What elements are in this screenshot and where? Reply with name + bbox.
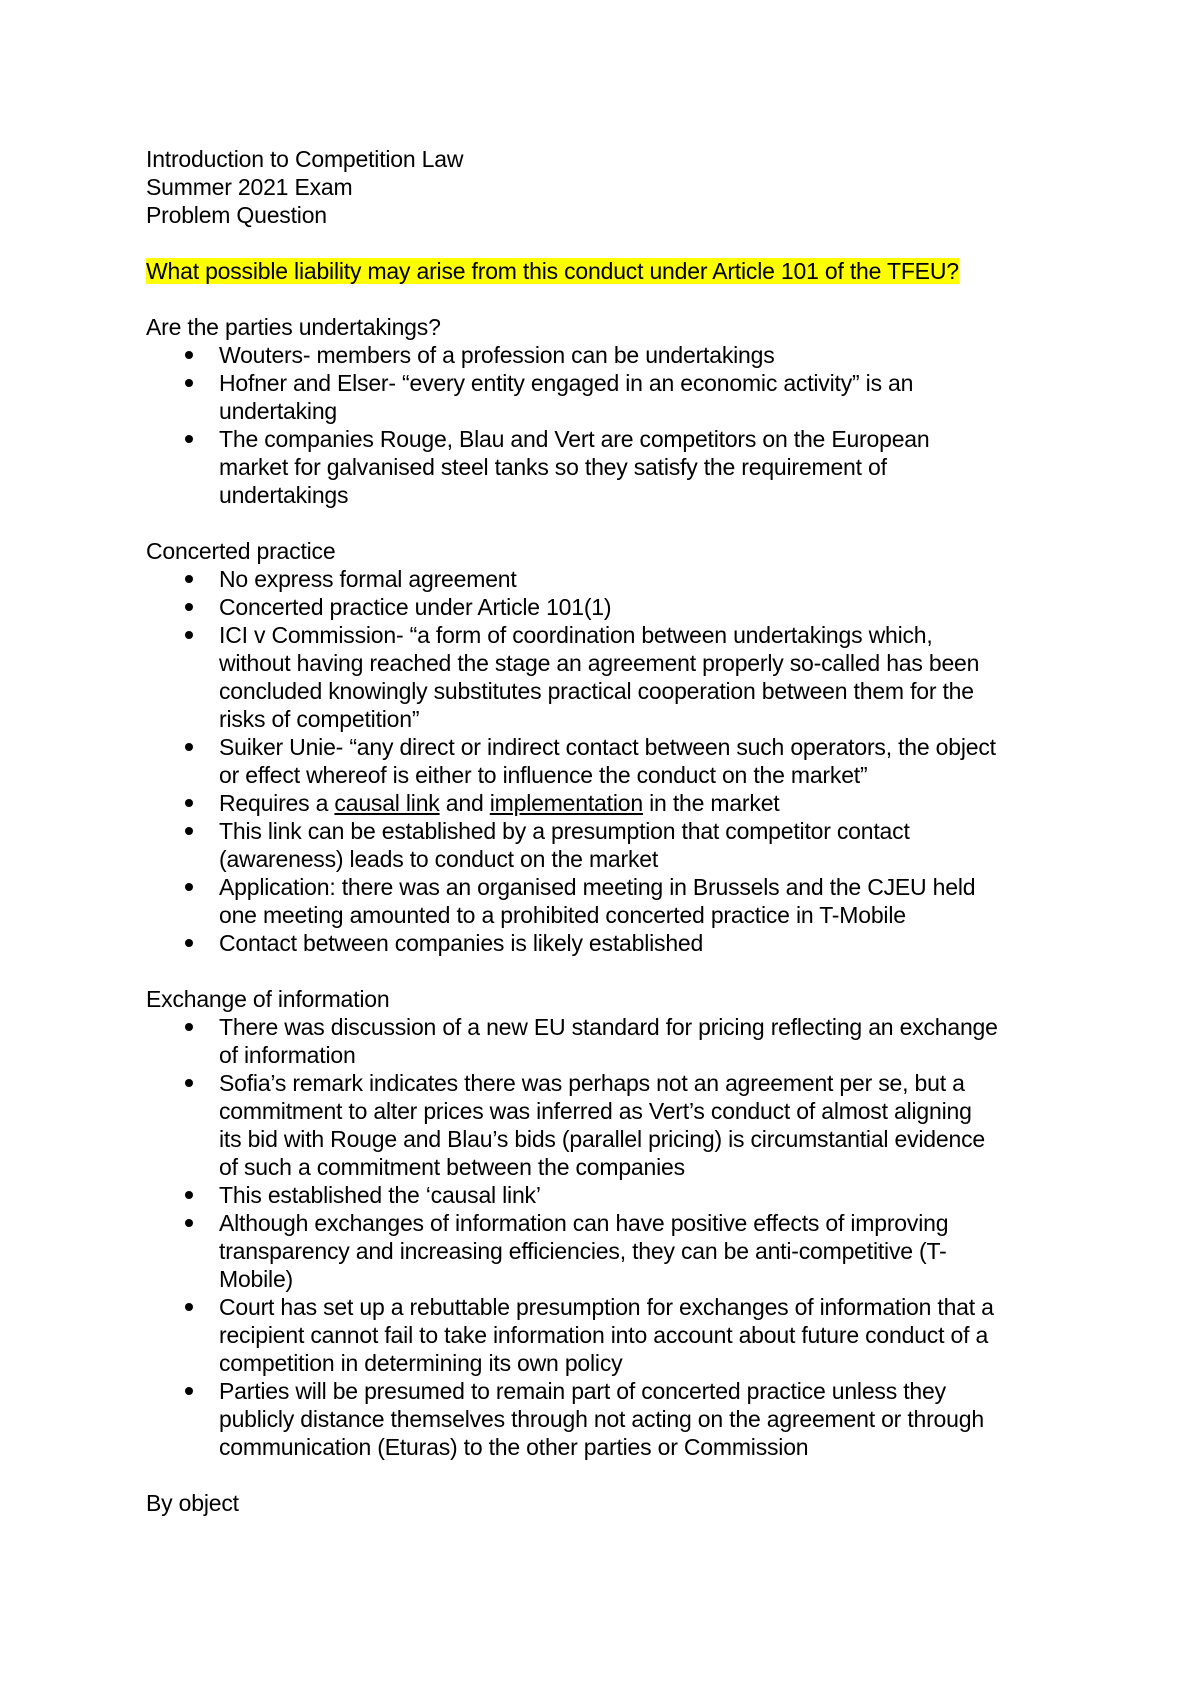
bullet-icon [185, 379, 193, 387]
bullet-icon [185, 631, 193, 639]
list-item: Parties will be presumed to remain part of concerted practice unless they publicly distance themselves through not acting on the agreement or through communication (Eturas) to the other parties or Commission [146, 1377, 1086, 1461]
bullet-icon [185, 939, 193, 947]
question-type: Problem Question [146, 202, 327, 228]
bullet-icon [185, 1303, 193, 1311]
list-item: This link can be established by a presumption that competitor contact (awareness) leads to conduct on the market [146, 817, 1086, 873]
course-title: Introduction to Competition Law [146, 146, 464, 172]
list-item: Application: there was an organised meeting in Brussels and the CJEU held one meeting amounted to a prohibited concerted practice in T-Mobile [146, 873, 1086, 929]
bullet-list [146, 565, 1086, 957]
bullet-icon [185, 827, 193, 835]
bullet-icon [185, 1191, 193, 1199]
question-line [146, 257, 1086, 285]
bullet-icon [185, 435, 193, 443]
list-item: Contact between companies is likely established [146, 929, 1086, 957]
bullet-icon [185, 1079, 193, 1087]
section-heading: Exchange of information [146, 986, 390, 1012]
bullet-icon [185, 351, 193, 359]
list-item: This established the ‘causal link’ [146, 1181, 1086, 1209]
bullet-icon [185, 1023, 193, 1031]
bullet-icon [185, 743, 193, 751]
list-item: Concerted practice under Article 101(1) [146, 593, 1086, 621]
list-item: The companies Rouge, Blau and Vert are competitors on the European market for galvanised steel tanks so they satisfy the requirement of undertakings [146, 425, 1086, 509]
list-item: ICI v Commission- “a form of coordination between undertakings which, without having reached the stage an agreement properly so-called has been concluded knowingly substitutes practical cooperation between them for the risks of competition” [146, 621, 1086, 733]
bullet-list [146, 1013, 1086, 1461]
section-heading: By object [146, 1490, 239, 1516]
list-item: There was discussion of a new EU standard for pricing reflecting an exchange of information [146, 1013, 1086, 1069]
blank-line [146, 1461, 1086, 1489]
blank-line [146, 285, 1086, 313]
mixed-line: Requires a causal link and implementation in the market [219, 790, 780, 816]
blank-line [146, 509, 1086, 537]
underlined-term: implementation [489, 790, 643, 816]
bullet-icon [185, 575, 193, 583]
list-item: Suiker Unie- “any direct or indirect contact between such operators, the object or effect whereof is either to influence the conduct on the market” [146, 733, 1086, 789]
blank-line [146, 957, 1086, 985]
bullet-icon [185, 603, 193, 611]
section-heading: Concerted practice [146, 538, 336, 564]
bullet-icon [185, 1219, 193, 1227]
list-item [146, 789, 1086, 817]
blank-line [146, 229, 1086, 257]
list-item: Wouters- members of a profession can be undertakings [146, 341, 1086, 369]
list-item: Hofner and Elser- “every entity engaged in an economic activity” is an undertaking [146, 369, 1086, 425]
bullet-icon [185, 1387, 193, 1395]
section-heading: Are the parties undertakings? [146, 314, 441, 340]
exam-label: Summer 2021 Exam [146, 174, 353, 200]
bullet-icon [185, 799, 193, 807]
bullet-icon [185, 883, 193, 891]
bullet-list [146, 341, 1086, 509]
list-item: Although exchanges of information can have positive effects of improving transparency and increasing efficiencies, they can be anti-competitive (T- Mobile) [146, 1209, 1086, 1293]
list-item: No express formal agreement [146, 565, 1086, 593]
document-page [146, 145, 1086, 1517]
highlighted-question: What possible liability may arise from this conduct under Article 101 of the TFEU? [146, 258, 959, 284]
underlined-term: causal link [334, 790, 440, 816]
list-item: Court has set up a rebuttable presumption for exchanges of information that a recipient cannot fail to take information into account about future conduct of a competition in determining its own policy [146, 1293, 1086, 1377]
list-item: Sofia’s remark indicates there was perhaps not an agreement per se, but a commitment to alter prices was inferred as Vert’s conduct of almost aligning its bid with Rouge and Blau’s bids (parallel pricing) is circumstantial evidence of such a commitment between the companies [146, 1069, 1086, 1181]
